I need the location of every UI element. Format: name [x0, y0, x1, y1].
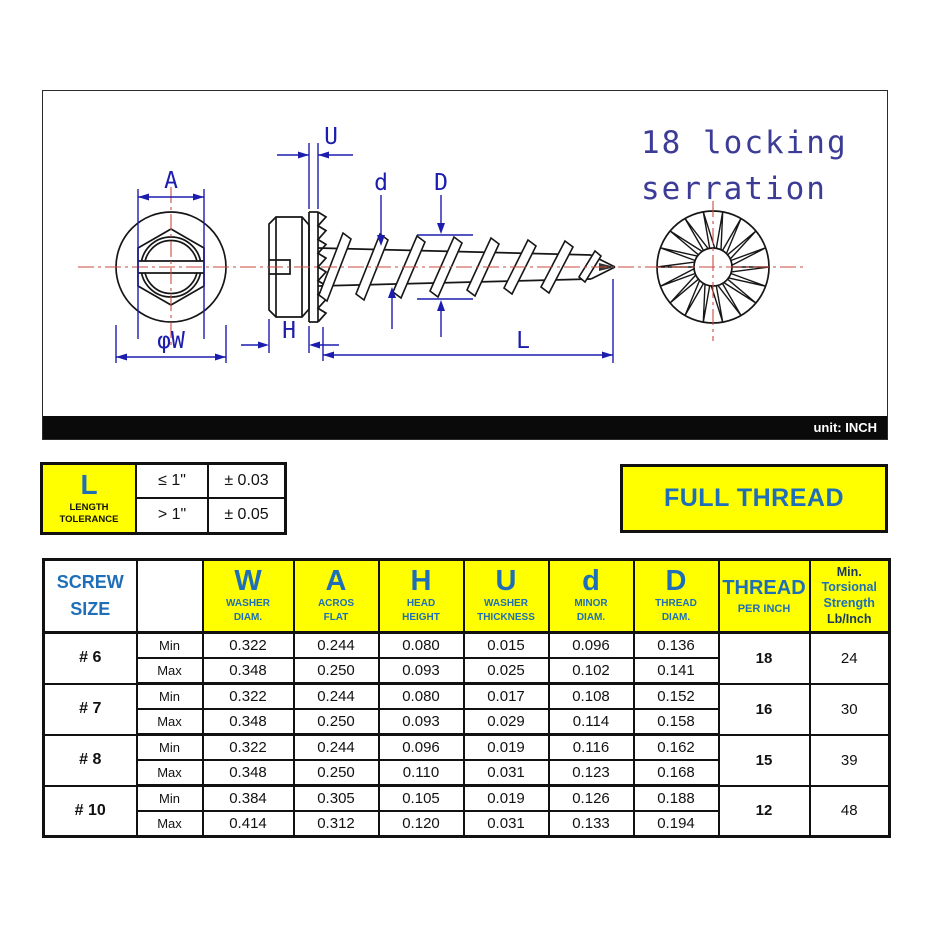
- spec-cell: 0.114: [549, 709, 634, 735]
- spec-row-7-min: [44, 684, 890, 710]
- header-thread-diam: D THREAD DIAM.: [634, 560, 719, 633]
- tolerance-symbol-cell: [43, 465, 137, 532]
- tolerance-value: ± 0.05: [224, 506, 269, 524]
- spec-cell: 0.031: [464, 760, 549, 786]
- dim-label-D: D: [434, 170, 448, 196]
- screw-technical-drawing: [43, 91, 887, 416]
- spec-cell: 0.194: [634, 811, 719, 837]
- header-minor-diam: d MINOR DIAM.: [549, 560, 634, 633]
- length-tolerance-table: [40, 462, 287, 535]
- header-head-height: H HEAD HEIGHT: [379, 560, 464, 633]
- spec-cell: 0.080: [379, 633, 464, 659]
- spec-cell: 0.141: [634, 658, 719, 684]
- spec-row-10-min: [44, 786, 890, 812]
- header-torsional-strength: Min. Torsional Strength Lb/Inch: [810, 560, 890, 633]
- spec-cell: 0.110: [379, 760, 464, 786]
- spec-cell: 0.348: [203, 658, 294, 684]
- spec-cell: 0.188: [634, 786, 719, 812]
- spec-cell: 0.096: [379, 735, 464, 761]
- torsional-strength: 39: [810, 735, 890, 786]
- max-label: Max: [137, 760, 203, 786]
- spec-cell: 0.123: [549, 760, 634, 786]
- dim-label-A: A: [164, 168, 178, 194]
- spec-cell: 0.322: [203, 633, 294, 659]
- serration-note-line1: 18 locking: [641, 125, 848, 161]
- tolerance-value: ± 0.03: [209, 465, 284, 499]
- spec-cell: 0.093: [379, 709, 464, 735]
- tolerance-condition: > 1": [137, 499, 209, 533]
- min-label: Min: [137, 684, 203, 710]
- min-label: Min: [137, 633, 203, 659]
- spec-cell: 0.080: [379, 684, 464, 710]
- tolerance-caption: LENGTH TOLERANCE: [59, 502, 119, 525]
- serration-note-line2: serration: [641, 171, 827, 207]
- spec-cell: 0.031: [464, 811, 549, 837]
- spec-cell: 0.108: [549, 684, 634, 710]
- header-thread-per-inch: THREAD PER INCH: [719, 560, 810, 633]
- spec-cell: 0.244: [294, 735, 379, 761]
- spec-cell: 0.244: [294, 633, 379, 659]
- spec-cell: 0.136: [634, 633, 719, 659]
- spec-row-8-min: [44, 735, 890, 761]
- torsional-strength: 48: [810, 786, 890, 837]
- spec-cell: 0.162: [634, 735, 719, 761]
- max-label: Max: [137, 811, 203, 837]
- screw-size: # 8: [44, 735, 137, 786]
- spec-cell: 0.312: [294, 811, 379, 837]
- spec-cell: 0.102: [549, 658, 634, 684]
- screw-size: # 7: [44, 684, 137, 735]
- tolerance-values-grid: [137, 465, 284, 532]
- spec-cell: 0.120: [379, 811, 464, 837]
- spec-cell: 0.093: [379, 658, 464, 684]
- header-across-flat: A ACROS FLAT: [294, 560, 379, 633]
- spec-cell: 0.414: [203, 811, 294, 837]
- spec-cell: 0.322: [203, 684, 294, 710]
- spec-header-row: [44, 560, 890, 633]
- header-screw-size: SCREW SIZE: [44, 560, 137, 633]
- tolerance-symbol: L: [80, 469, 98, 501]
- torsional-strength: 30: [810, 684, 890, 735]
- spec-cell: 0.250: [294, 658, 379, 684]
- unit-label: unit: INCH: [813, 420, 877, 435]
- spec-cell: 0.322: [203, 735, 294, 761]
- spec-cell: 0.126: [549, 786, 634, 812]
- header-washer-thickness: U WASHER THICKNESS: [464, 560, 549, 633]
- tolerance-condition: ≤ 1": [137, 465, 209, 499]
- full-thread-banner: FULL THREAD: [620, 464, 888, 533]
- spec-cell: 0.019: [464, 786, 549, 812]
- spec-cell: 0.015: [464, 633, 549, 659]
- spec-cell: 0.029: [464, 709, 549, 735]
- dim-label-U: U: [324, 124, 338, 150]
- max-label: Max: [137, 658, 203, 684]
- spec-cell: 0.105: [379, 786, 464, 812]
- spec-table: [42, 558, 891, 838]
- thread-per-inch: 16: [719, 684, 810, 735]
- spec-cell: 0.244: [294, 684, 379, 710]
- dim-label-H: H: [282, 318, 296, 344]
- spec-cell: 0.384: [203, 786, 294, 812]
- dim-label-d: d: [374, 170, 388, 196]
- spec-cell: 0.017: [464, 684, 549, 710]
- spec-cell: 0.168: [634, 760, 719, 786]
- dim-label-phiW: φW: [157, 328, 185, 354]
- spec-cell: 0.116: [549, 735, 634, 761]
- spec-cell: 0.250: [294, 760, 379, 786]
- min-label: Min: [137, 735, 203, 761]
- unit-bar: [43, 416, 887, 439]
- spec-cell: 0.019: [464, 735, 549, 761]
- max-label: Max: [137, 709, 203, 735]
- spec-cell: 0.348: [203, 760, 294, 786]
- spec-row-6-min: [44, 633, 890, 659]
- spec-cell: 0.348: [203, 709, 294, 735]
- serration-note: [641, 125, 848, 207]
- thread-per-inch: 12: [719, 786, 810, 837]
- spec-cell: 0.152: [634, 684, 719, 710]
- technical-drawing-panel: [42, 90, 888, 440]
- spec-cell: 0.158: [634, 709, 719, 735]
- thread-per-inch: 15: [719, 735, 810, 786]
- spec-cell: 0.096: [549, 633, 634, 659]
- dim-label-L: L: [516, 328, 530, 354]
- screw-size: # 6: [44, 633, 137, 684]
- header-washer-diam: W WASHER DIAM.: [203, 560, 294, 633]
- spec-cell: 0.305: [294, 786, 379, 812]
- thread-per-inch: 18: [719, 633, 810, 684]
- header-min-max: [137, 560, 203, 633]
- spec-cell: 0.250: [294, 709, 379, 735]
- screw-size: # 10: [44, 786, 137, 837]
- min-label: Min: [137, 786, 203, 812]
- torsional-strength: 24: [810, 633, 890, 684]
- spec-cell: 0.025: [464, 658, 549, 684]
- spec-cell: 0.133: [549, 811, 634, 837]
